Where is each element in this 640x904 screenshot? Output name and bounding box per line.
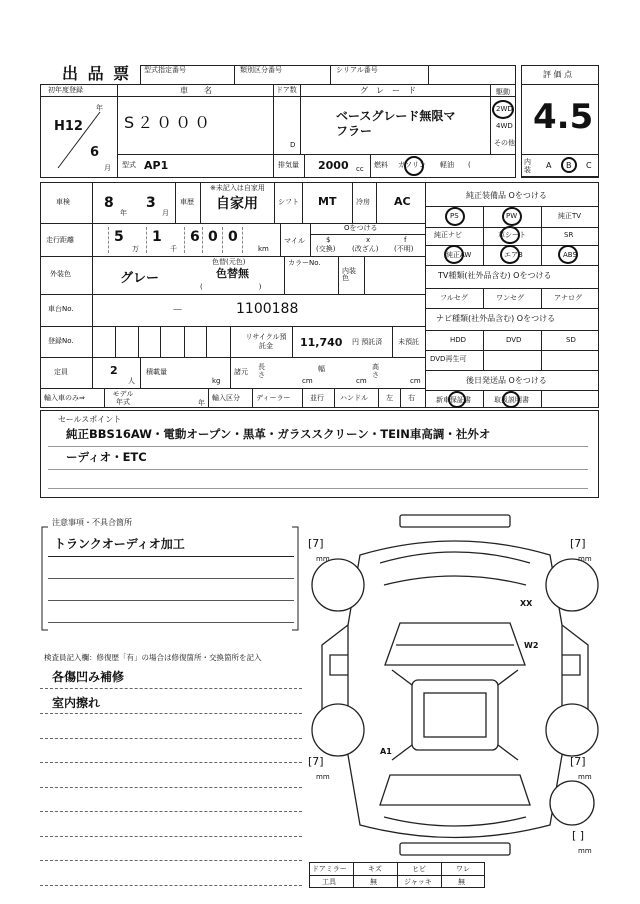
later-manual: 取扱説明書 — [494, 396, 529, 404]
recycle-amount: 11,740 — [300, 336, 343, 349]
tv-oneseg: ワンセグ — [496, 294, 524, 302]
mileage-digit-5: 0 — [228, 229, 238, 245]
missing-jack-value: 無 — [458, 878, 465, 886]
mileage-digit-3: 6 — [190, 229, 200, 245]
chassis-no: 1100188 — [236, 301, 299, 317]
equip-leather-circle — [500, 226, 520, 244]
year-unit: 年 — [96, 104, 103, 112]
damage-a1: A1 — [380, 747, 392, 756]
recycle-not-deposited: 未預託 — [398, 338, 419, 346]
missing-tools-label: 工具 — [322, 878, 336, 886]
tire-rr-mm: mm — [578, 773, 592, 781]
model-value: AP1 — [144, 159, 169, 172]
missing-tools-value: 無 — [370, 878, 377, 886]
drive-2wd: 2WD — [496, 105, 513, 113]
evaluation-label: 評 価 点 — [543, 70, 573, 79]
grade-line2: フラー — [336, 124, 373, 138]
km-unit: km — [258, 245, 269, 253]
model-year-unit: 年 — [198, 399, 205, 407]
interior-grade-label: 内装 — [524, 158, 531, 174]
displacement-value: 2000 — [318, 159, 349, 172]
later-warranty: 新車保証書 — [436, 396, 471, 404]
length-cm: cm — [302, 377, 313, 385]
interior-b: B — [566, 161, 572, 170]
month-unit: 月 — [104, 164, 111, 172]
capacity-unit: 人 — [128, 377, 135, 385]
car-diagram — [300, 505, 610, 865]
car-name: S２０００ — [124, 113, 214, 132]
tire-rr-value: 7 — [574, 755, 582, 768]
drive-other: その他 — [494, 139, 515, 147]
import-type-label: 輸入区分 — [212, 394, 240, 402]
fuel-diesel: 軽油 — [440, 161, 454, 169]
history-label: 車歴 — [180, 198, 194, 206]
sales-points-line2: ーディオ・ETC — [66, 450, 147, 464]
first-reg-label: 初年度登録 — [48, 86, 83, 94]
tv-fullseg: フルセグ — [440, 294, 468, 302]
shaken-label: 車検 — [56, 198, 70, 206]
shaken-year-unit: 年 — [120, 209, 127, 217]
header-id-row — [140, 65, 516, 85]
tire-rl-mm: mm — [316, 773, 330, 781]
tire-rl-bracket: [7] — [308, 755, 324, 768]
later-manual-circle — [502, 391, 520, 408]
dims-width: 幅 — [318, 365, 325, 373]
ac-label: 冷房 — [356, 198, 370, 206]
inspector-line2: 室内擦れ — [52, 696, 101, 710]
tire-fr-value: 7 — [574, 537, 582, 550]
drive-2wd-circle — [492, 100, 514, 119]
capacity-label: 定員 — [54, 368, 68, 376]
fuel-label: 燃料 — [374, 161, 388, 169]
sales-points-label: セールスポイント — [58, 415, 122, 424]
mileage-sen-unit: 千 — [170, 245, 177, 253]
handle-label: ハンドル — [340, 394, 368, 402]
mileage-digit-1: 5 — [114, 229, 124, 245]
ac-value: AC — [394, 195, 411, 208]
later-title: 後日発送品 Oをつける — [466, 376, 547, 385]
chassis-label: 車台No. — [48, 305, 74, 313]
equip-navi: 純正ナビ — [434, 231, 462, 239]
drive-4wd: 4WD — [496, 122, 513, 130]
inspector-line1: 各傷凹み補修 — [52, 670, 125, 684]
color-no-label: カラーNo. — [288, 259, 321, 267]
tire-rr-bracket: [7] — [570, 755, 586, 768]
color-change-value: 色替無 — [216, 267, 249, 280]
dims-length: 長さ — [258, 363, 265, 379]
mileage-mark-hint: Oをつける — [344, 224, 378, 232]
shaken-month: 3 — [146, 195, 156, 211]
first-reg-slash — [50, 102, 110, 172]
serial-no-label: シリアル番号 — [336, 66, 378, 74]
handle-left: 左 — [386, 394, 393, 402]
reg-no-label: 登録No. — [48, 337, 74, 345]
car-name-label: 車 名 — [180, 86, 212, 95]
color-change-label: 色替(元色) — [212, 258, 246, 266]
notes-label: 注意事項・不具合箇所 — [52, 518, 132, 527]
history-value: 自家用 — [216, 196, 258, 212]
chassis-dash: － — [172, 303, 183, 316]
equipment-title: 純正装備品 Oをつける — [466, 191, 547, 200]
first-reg-month: 6 — [90, 145, 100, 160]
mileage-man-unit: 万 — [132, 245, 139, 253]
history-note: ※未記入は自家用 — [210, 184, 265, 192]
equip-ps-circle — [445, 207, 465, 226]
shaken-month-unit: 月 — [162, 209, 169, 217]
fuel-gasoline-circle — [404, 156, 424, 176]
equip-sr: SR — [564, 231, 574, 239]
equip-pw-circle — [502, 207, 522, 226]
capacity-value: 2 — [110, 364, 118, 377]
shift-label: シフト — [278, 198, 299, 206]
evaluation-score: 4.5 — [533, 97, 594, 137]
missing-jack-label: ジャッキ — [404, 878, 432, 886]
missing-header-break: ワレ — [456, 865, 470, 873]
first-reg-year: H12 — [54, 119, 83, 134]
color-label: 外装色 — [50, 270, 71, 278]
form-title: 出 品 票 — [62, 64, 132, 83]
dims-label: 諸元 — [234, 368, 248, 376]
tire-fl-value: 7 — [312, 537, 320, 550]
height-cm: cm — [410, 377, 421, 385]
equip-abs-circle — [558, 245, 578, 264]
damage-w2: W2 — [524, 641, 539, 650]
fuel-gasoline: ガソリン — [398, 161, 426, 169]
dvd-play-label: DVD再生可 — [430, 355, 467, 363]
shaken-year: 8 — [104, 195, 114, 211]
spare-mm: mm — [578, 847, 592, 855]
load-unit: kg — [212, 377, 221, 385]
mileage-opt-exchange-mark: $ — [326, 236, 331, 244]
missing-header-crack: ヒビ — [412, 865, 426, 873]
doors-label: ドア数 — [276, 86, 297, 94]
recycle-deposited: 円 預託済 — [352, 338, 383, 346]
interior-b-circle — [561, 157, 577, 173]
drive-label: 駆動 — [496, 88, 510, 96]
dims-height: 高さ — [372, 363, 379, 379]
doors-value: D — [290, 141, 296, 149]
tv-title: TV種類(社外品含む) Oをつける — [438, 271, 552, 280]
navi-hdd: HDD — [450, 336, 467, 344]
tire-fl-bracket: [7] — [308, 537, 324, 550]
later-warranty-circle — [448, 391, 466, 408]
navi-sd: SD — [566, 336, 576, 344]
interior-color-label: 内装色 — [342, 267, 356, 282]
color-change-paren: ( ) — [200, 283, 262, 291]
tire-fl-mm: mm — [316, 555, 330, 563]
import-type-parallel: 並行 — [310, 394, 324, 402]
mileage-label: 走行距離 — [46, 236, 74, 244]
equip-ps: PS — [450, 212, 459, 220]
inspector-label: 検査員記入欄：修復歴「有」の場合は修復箇所・交換箇所を記入 — [44, 653, 262, 662]
mileage-opt-tamper-mark: x — [366, 236, 371, 244]
mileage-opt-unknown-mark: f — [404, 236, 407, 244]
mileage-opt-tamper: (改ざん) — [352, 245, 379, 253]
mileage-opt-exchange: (交換) — [316, 245, 336, 253]
type-cert-no-label: 型式指定番号 — [144, 66, 186, 74]
damage-xx: XX — [520, 599, 533, 608]
load-label: 積載量 — [146, 368, 167, 376]
missing-header-scratch: キズ — [368, 865, 382, 873]
equip-airbag: エアB — [504, 251, 523, 259]
equip-abs: ABS — [563, 251, 577, 259]
mileage-opt-unknown: (不明) — [394, 245, 414, 253]
equip-airbag-circle — [500, 245, 520, 264]
class-no-label: 類別区分番号 — [240, 66, 282, 74]
mileage-digit-2: 1 — [152, 229, 162, 245]
color-value: グレー — [120, 271, 160, 286]
missing-header-mirror: ドアミラー — [312, 865, 347, 873]
model-year-label: モデル年式 — [112, 390, 134, 406]
grade-label: グ レ ー ド — [360, 86, 416, 95]
spare-bracket: [ ] — [572, 829, 585, 842]
width-cm: cm — [356, 377, 367, 385]
tire-fr-bracket: [7] — [570, 537, 586, 550]
equip-pw: PW — [506, 212, 518, 220]
mileage-digit-4: 0 — [208, 229, 218, 245]
import-label: 輸入車のみ⇒ — [44, 394, 85, 402]
fuel-other: ( — [468, 161, 471, 169]
tire-rl-value: 7 — [312, 755, 320, 768]
equip-aw: 純正AW — [446, 251, 472, 259]
displacement-label: 排気量 — [278, 161, 299, 169]
mile-label: マイル — [284, 237, 305, 245]
navi-dvd: DVD — [506, 336, 522, 344]
equip-leather: 革シート — [498, 231, 526, 239]
tire-fr-mm: mm — [578, 555, 592, 563]
navi-title: ナビ種類(社外品含む) Oをつける — [436, 314, 556, 323]
interior-c: C — [586, 161, 592, 170]
equip-tv: 純正TV — [558, 212, 582, 220]
handle-right: 右 — [408, 394, 415, 402]
model-label: 型式 — [122, 161, 136, 169]
shift-value: MT — [318, 195, 337, 208]
recycle-label: リサイクル預託金 — [245, 333, 287, 350]
grade-line1: ベースグレード無限マ — [336, 109, 456, 123]
equip-aw-circle — [444, 245, 464, 264]
sales-points-line1: 純正BBS16AW・電動オープン・黒革・ガラススクリーン・TEIN車高調・社外オ — [66, 427, 491, 441]
notes-line1: トランクオーディオ加工 — [54, 537, 185, 551]
import-type-dealer: ディーラー — [256, 394, 291, 402]
interior-a: A — [546, 161, 552, 170]
cc-unit: cc — [356, 165, 364, 173]
tv-analog: アナログ — [554, 294, 582, 302]
